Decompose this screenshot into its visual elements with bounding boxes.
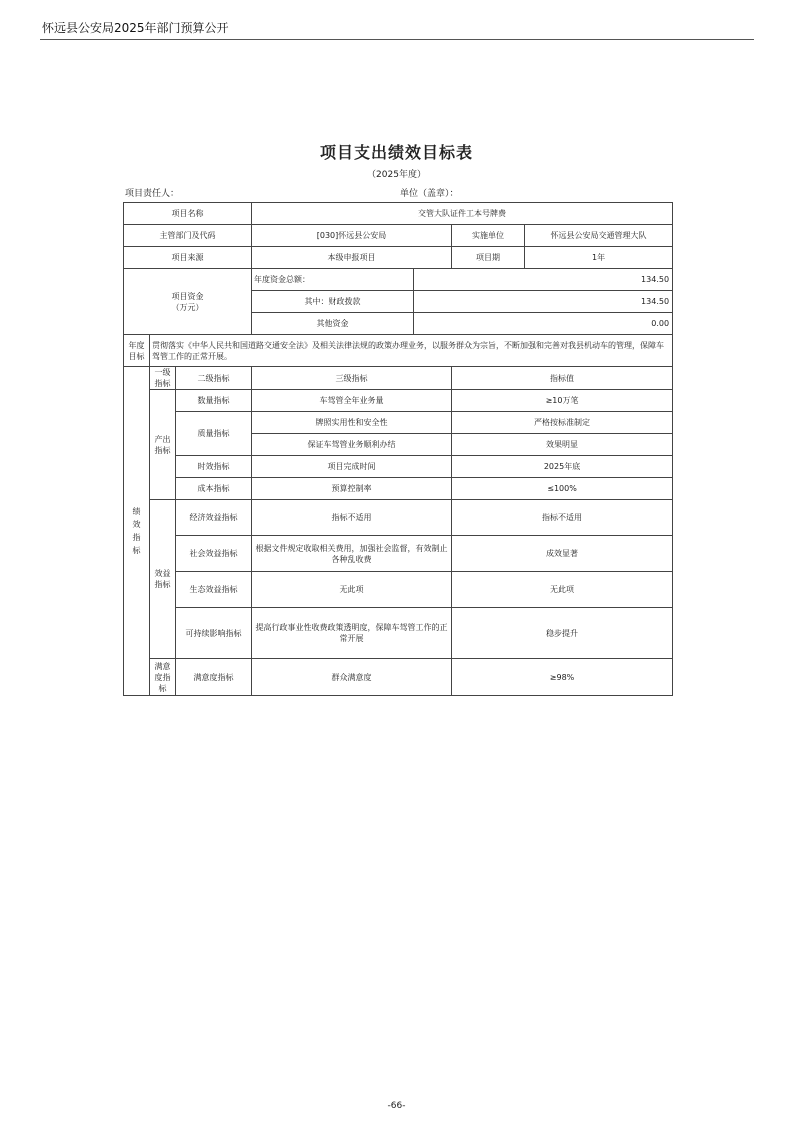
performance-target-table [123,202,673,696]
project-name-label: 项目名称 [124,203,252,225]
quality-indicator-label: 质量指标 [176,412,252,456]
sustainable-indicator-value: 稳步提升 [452,608,673,659]
table-title: 项目支出绩效目标表 [319,143,473,162]
cost-indicator-label: 成本指标 [176,478,252,500]
cost-indicator-item: 预算控制率 [252,478,452,500]
indicator-value-header: 指标值 [452,367,673,390]
table-year: （2025年度） [367,170,426,180]
benefit-indicator-label: 效益 指标 [150,500,176,659]
responsible-person-label: 项目责任人： [125,189,180,199]
ecological-indicator-label: 生态效益指标 [176,572,252,608]
project-name-value: 交管大队证件工本号牌费 [252,203,673,225]
social-indicator-label: 社会效益指标 [176,536,252,572]
perf-indicator-label: 绩 效 指 标 [124,367,150,696]
sustainable-indicator-label: 可持续影响指标 [176,608,252,659]
quality-indicator-value-2: 效果明显 [452,434,673,456]
quality-indicator-value-1: 严格按标准制定 [452,412,673,434]
page-header-title: 怀远县公安局2025年部门预算公开 [42,21,229,35]
quantity-indicator-value: ≥10万笔 [452,390,673,412]
satisfaction-value: ≥98% [452,659,673,696]
quality-indicator-item-1: 牌照实用性和安全性 [252,412,452,434]
ecological-indicator-value: 无此项 [452,572,673,608]
level2-header: 二级指标 [176,367,252,390]
source-value: 本级申报项目 [252,247,452,269]
time-indicator-label: 时效指标 [176,456,252,478]
unit-seal-label: 单位（盖章）： [400,189,459,199]
other-funds-label: 其他资金 [252,313,414,335]
sustainable-indicator-item: 提高行政事业性收费政策透明度，保障车驾管工作的正常开展 [252,608,452,659]
period-label: 项目期 [452,247,525,269]
satisfaction-sub-label: 满意度指标 [176,659,252,696]
annual-goal-text: 贯彻落实《中华人民共和国道路交通安全法》及相关法律法规的政策办理业务，以服务群众为宗旨，不断加强和完善对我县机动车的管理，保障车驾管工作的正常开展。 [150,335,673,367]
other-funds-value: 0.00 [414,313,673,335]
source-label: 项目来源 [124,247,252,269]
cost-indicator-value: ≤100% [452,478,673,500]
fiscal-value: 134.50 [414,291,673,313]
level3-header: 三级指标 [252,367,452,390]
quality-indicator-item-2: 保证车驾管业务顺利办结 [252,434,452,456]
time-indicator-item: 项目完成时间 [252,456,452,478]
header-divider [40,39,754,40]
level1-header: 一级 指标 [150,367,176,390]
satisfaction-item: 群众满意度 [252,659,452,696]
impl-unit-label: 实施单位 [452,225,525,247]
output-indicator-label: 产出 指标 [150,390,176,500]
dept-label: 主管部门及代码 [124,225,252,247]
impl-unit-value: 怀远县公安局交通管理大队 [525,225,673,247]
page-number: -66- [387,1101,406,1111]
dept-value: [030]怀远县公安局 [252,225,452,247]
economic-indicator-value: 指标不适用 [452,500,673,536]
period-value: 1年 [525,247,673,269]
quantity-indicator-item: 车驾管全年业务量 [252,390,452,412]
satisfaction-indicator-label: 满意 度指 标 [150,659,176,696]
annual-total-value: 134.50 [414,269,673,291]
fiscal-label: 其中：财政拨款 [252,291,414,313]
social-indicator-item: 根据文件规定收取相关费用，加强社会监督，有效制止各种乱收费 [252,536,452,572]
funds-label: 项目资金 （万元） [124,269,252,335]
economic-indicator-label: 经济效益指标 [176,500,252,536]
social-indicator-value: 成效显著 [452,536,673,572]
time-indicator-value: 2025年底 [452,456,673,478]
quantity-indicator-label: 数量指标 [176,390,252,412]
annual-goal-label: 年度 目标 [124,335,150,367]
ecological-indicator-item: 无此项 [252,572,452,608]
economic-indicator-item: 指标不适用 [252,500,452,536]
annual-total-label: 年度资金总额： [252,269,414,291]
